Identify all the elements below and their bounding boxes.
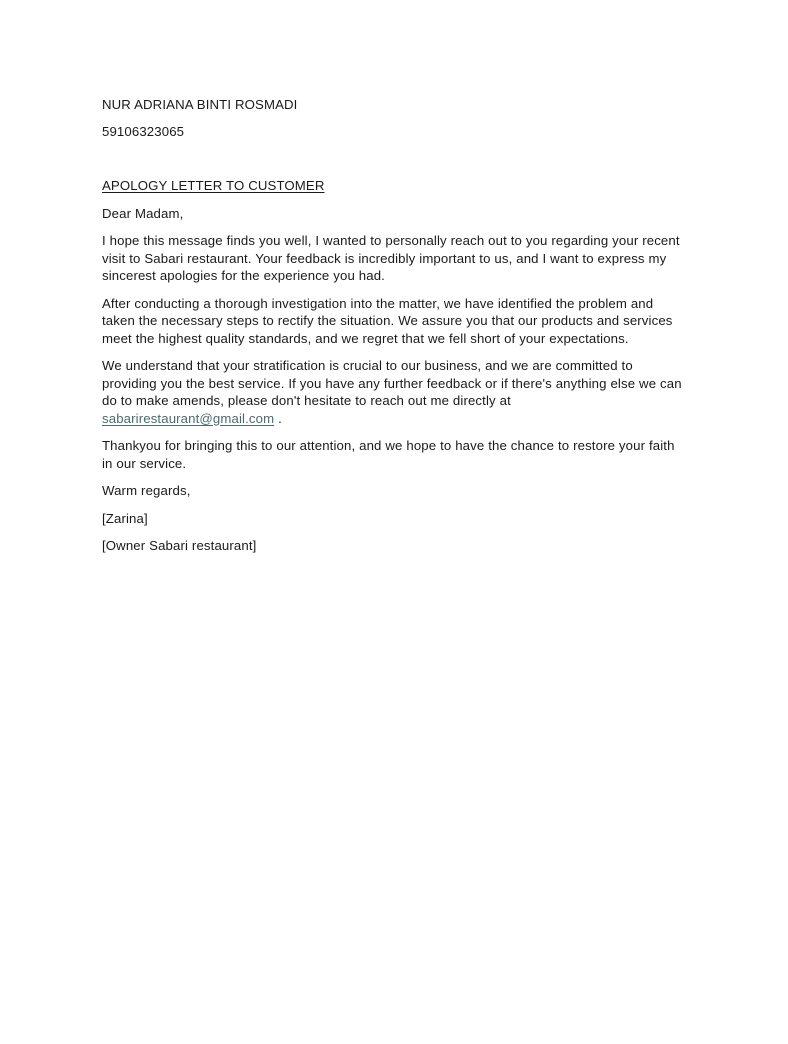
signer-name: [Zarina]	[102, 510, 148, 526]
salutation: Dear Madam,	[102, 205, 184, 221]
paragraph-thanks: Thankyou for bringing this to our attention, and we hope to have the chance to restore your faith in our service.	[102, 438, 675, 471]
closing-valediction: Warm regards,	[102, 483, 191, 498]
paragraph-contact	[102, 357, 686, 427]
header-spacer	[102, 140, 686, 177]
paragraph-investigation: After conducting a thorough investigation into the matter, we have identified the problem and taken the necessary steps to rectify the situation. We assure you that our products and services meet the highest quality standards, and we regret that we fell short of your expectations.	[102, 295, 673, 346]
sender-phone: 59106323065	[102, 123, 185, 139]
letter-body	[102, 96, 686, 555]
letter-title	[102, 177, 686, 195]
paragraph-contact-text-after: .	[274, 410, 282, 426]
signer-title: [Owner Sabari restaurant]	[102, 538, 257, 553]
paragraph-contact-text-before: We understand that your stratification is crucial to our business, and we are committed to providing you the best service. If you have any further feedback or if there's anything else we can do to make amends, please don't hesitate to reach out me directly at	[102, 358, 682, 408]
email-link[interactable]: sabarirestaurant@gmail.com	[102, 410, 275, 426]
paragraph-opening: I hope this message finds you well, I wanted to personally reach out to you regarding your recent visit to Sabari restaurant. Your feedback is incredibly important to us, and I want to express my sincerest apologies for the experience you had.	[102, 233, 680, 283]
sender-name: NUR ADRIANA BINTI ROSMADI	[102, 97, 298, 112]
letter-title-text: APOLOGY LETTER TO CUSTOMER	[102, 178, 325, 193]
